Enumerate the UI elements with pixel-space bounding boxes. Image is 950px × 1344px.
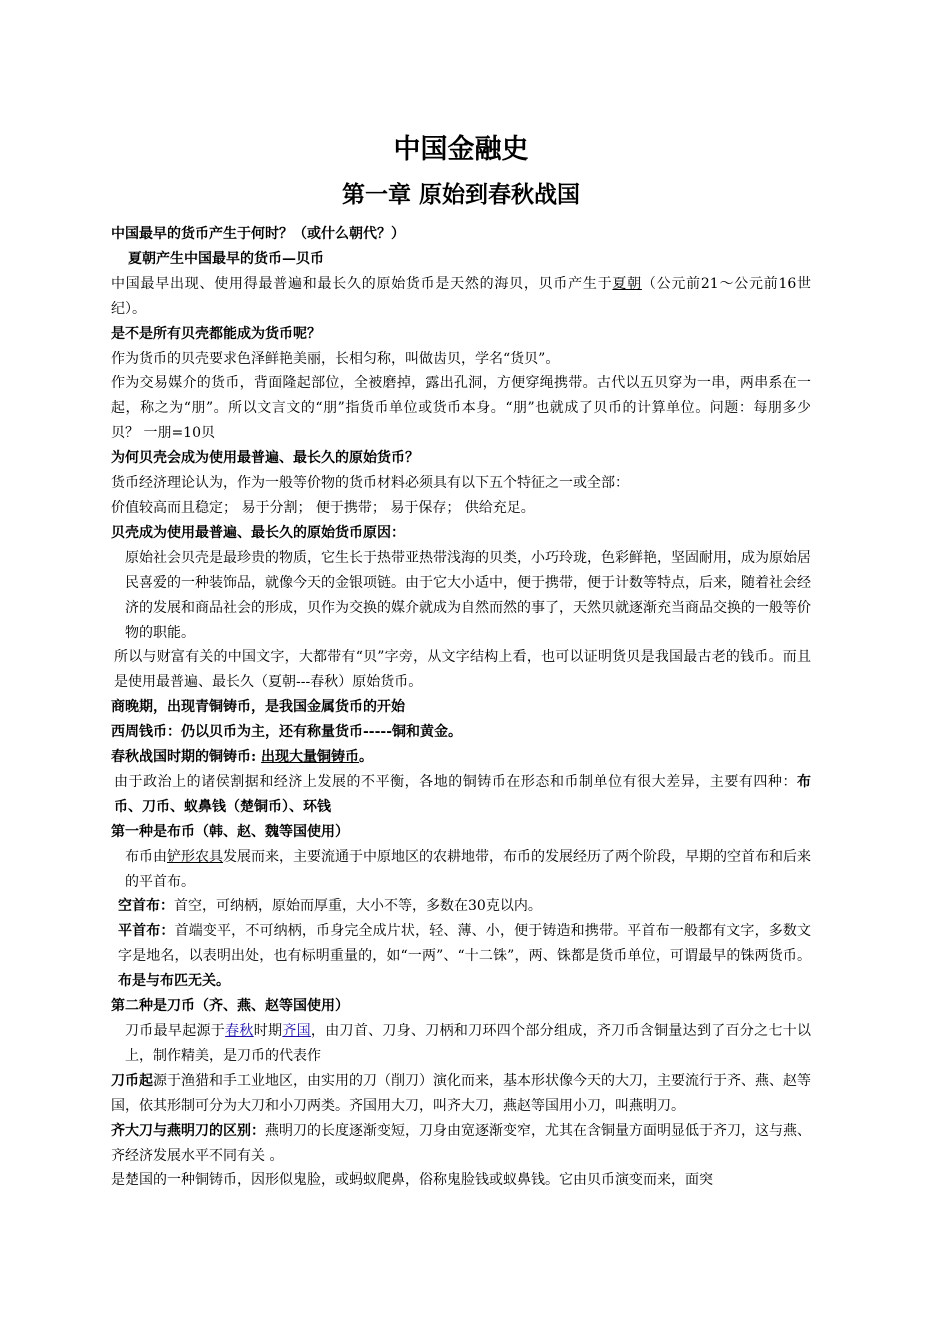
text-run: 。 xyxy=(359,749,374,766)
text-run: 时期 xyxy=(253,1023,283,1039)
chapter-heading: 第一章 原始到春秋战国 xyxy=(341,182,580,208)
paragraph-shell-requirements: 作为货币的贝壳要求色泽鲜艳美丽，长相匀称，叫做齿贝，学名“货贝”。 xyxy=(111,350,560,367)
heading-spade-money: 第一种是布币（韩、赵、魏等国使用） xyxy=(111,823,349,840)
text-run: ，由刀首、刀身、刀柄和刀环四个部分组成，齐刀币含铜量达到了百分之七十以上，制作精美，是刀币的代表作 xyxy=(125,1023,812,1064)
bold-text: 布币、刀币、蚁鼻钱（楚铜币）、环钱 xyxy=(114,773,811,815)
answer-earliest-currency: 夏朝产生中国最早的货币—贝币 xyxy=(128,250,324,267)
paragraph-ant-nose-money: 是楚国的一种铜铸币，因形似鬼脸，或蚂蚁爬鼻，俗称鬼脸钱或蚁鼻钱。它由贝币演变而来，面突 xyxy=(111,1172,713,1189)
text-run: 源于渔猎和手工业地区，由实用的刀（削刀）演化而来，基本形状像今天的大刀，主要流行于齐、燕、赵等国，依其形制可分为大刀和小刀两类。齐国用大刀，叫齐大刀，燕赵等国用小刀，叫燕明刀。 xyxy=(111,1072,811,1114)
heading-spring-autumn xyxy=(111,745,811,770)
paragraph-knife-evolution xyxy=(111,1069,811,1119)
term-label: 刀币起 xyxy=(111,1072,153,1089)
document-title: 中国金融史 xyxy=(393,134,529,165)
term-label: 空首布： xyxy=(118,898,174,915)
text-run: 布币由 xyxy=(125,848,167,865)
paragraph-five-features: 货币经济理论认为，作为一般等价物的货币材料必须具有以下五个特征之一或全部： xyxy=(111,475,629,492)
paragraph-knife-difference xyxy=(111,1119,811,1169)
document-body xyxy=(111,128,811,1193)
link-spring-autumn[interactable]: 春秋 xyxy=(225,1023,254,1039)
paragraph-shell-origin xyxy=(111,272,811,322)
paragraph-bei-radical: 所以与财富有关的中国文字，大都带有“贝”字旁，从文字结构上看，也可以证明货贝是我国最古老的钱币。而且是使用最普遍、最长久（夏朝---春秋）原始货币。 xyxy=(114,649,811,691)
link-xia-dynasty[interactable]: 夏朝 xyxy=(612,275,642,292)
paragraph-peng-unit: 作为交易媒介的货币，背面隆起部位，全被磨掉，露出孔洞，方便穿绳携带。古代以五贝穿为一串，两串系在一起，称之为“朋”。所以文言文的“朋”指货币单位或货币本身。“朋”也就成了贝币的计算单位。问题：每朋多少贝？ 一朋=10贝 xyxy=(111,375,811,442)
heading-shell-reasons: 贝壳成为使用最普遍、最长久的原始货币原因： xyxy=(111,524,405,541)
paragraph-four-types xyxy=(111,770,811,820)
paragraph-spade-money xyxy=(111,845,811,895)
paragraph-flat-spade xyxy=(111,919,811,994)
heading-western-zhou: 西周钱币：仍以贝币为主，还有称量货币-----铜和黄金。 xyxy=(111,724,463,741)
link-spade-tool[interactable]: 铲形农具 xyxy=(167,848,223,865)
heading-shang-bronze: 商晚期，出现青铜铸币，是我国金属货币的开始 xyxy=(111,699,405,716)
paragraph-shell-reasons: 原始社会贝壳是最珍贵的物质，它生长于热带亚热带浅海的贝类，小巧玲珑，色彩鲜艳，坚固耐用，成为原始居民喜爱的一种装饰品，就像今天的金银项链。由于它大小适中，便于携带，便于计数等特点，后来，随着社会经济的发展和商品社会的形成，贝作为交换的媒介就成为自然而然的事了，天然贝就逐渐充当商品交换的一般等价物的职能。 xyxy=(125,549,811,641)
text-run: 首空，可纳柄，原始而厚重，大小不等，多数在30克以内。 xyxy=(174,898,542,915)
text-run: 燕明刀的长度逐渐变短，刀身由宽逐渐变窄，尤其在含铜量方面明显低于齐刀，这与燕、齐经济发展水平不同有关 。 xyxy=(111,1122,811,1164)
text-run: （公元前21～公元前16世纪）。 xyxy=(111,275,812,317)
text-run: 发展而来，主要流通于中原地区的农耕地带，布币的发展经历了两个阶段，早期的空首布和后来的平首布。 xyxy=(125,848,811,890)
text-run: 春秋战国时期的铜铸币: xyxy=(111,749,262,766)
question-why-shells: 为何贝壳会成为使用最普遍、最长久的原始货币？ xyxy=(111,450,419,467)
question-all-shells: 是不是所有贝壳都能成为货币呢？ xyxy=(111,325,321,342)
paragraph-hollow-spade xyxy=(111,894,811,919)
paragraph-knife-origin xyxy=(111,1019,811,1069)
text-run: 由于政治上的诸侯割据和经济上发展的不平衡，各地的铜铸币在形态和币制单位有很大差异，主要有四种： xyxy=(114,773,797,790)
question-earliest-currency: 中国最早的货币产生于何时？（或什么朝代？） xyxy=(111,226,405,242)
term-label: 齐大刀与燕明刀的区别： xyxy=(111,1122,265,1139)
underlined-text: 出现大量铜铸币 xyxy=(261,749,360,766)
text-run: 刀币最早起源于 xyxy=(125,1023,226,1039)
paragraph-feature-list: 价值较高而且稳定； 易于分割； 便于携带； 易于保存； 供给充足。 xyxy=(111,499,535,516)
link-qi-state[interactable]: 齐国 xyxy=(282,1023,311,1039)
text-run: 首端变平，不可纳柄，币身完全成片状，轻、薄、小，便于铸造和携带。平首布一般都有文字，多数文字是地名，以表明出处，也有标明重量的，如“一两”、“十二铢”，两、铢都是货币单位，可谓最早的铢两货币。 xyxy=(118,923,812,965)
text-run: 中国最早出现、使用得最普遍和最长久的原始货币是天然的海贝，贝币产生于 xyxy=(111,275,613,292)
bold-text: 布是与布匹无关。 xyxy=(118,973,230,990)
heading-knife-money: 第二种是刀币（齐、燕、赵等国使用） xyxy=(111,998,349,1015)
term-label: 平首布： xyxy=(118,923,175,940)
